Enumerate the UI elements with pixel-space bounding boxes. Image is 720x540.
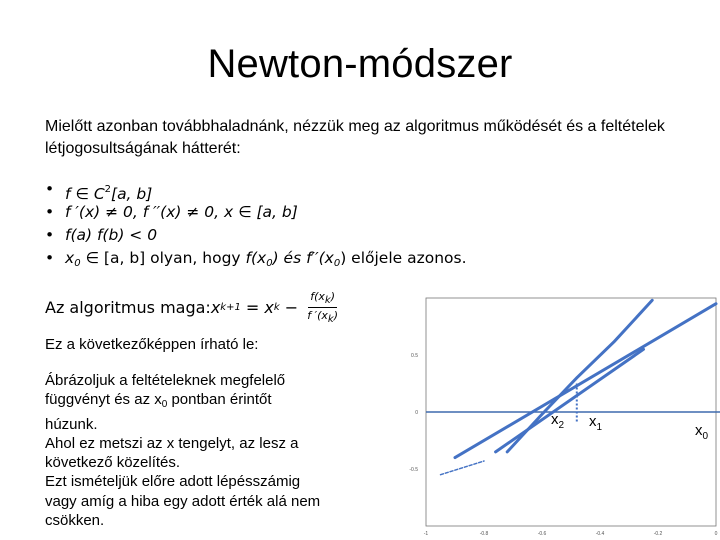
written-caption: Ez a következőképpen írható le:: [45, 336, 259, 353]
slide-title: Newton-módszer: [207, 42, 513, 86]
x0-label: $x_0$: [695, 422, 709, 442]
fraction: $\frac{f(xk)}{f '(xk)}$: [307, 290, 339, 325]
description-text: Ábrázoljuk a feltételeknek megfelelő függvényt és az $x_0$ pontban érintőt húzunk. Ahol ez metszi az x tengelyt, az lesz a következő közelítés. Ezt ismételjük előre adott lépésszámig vagy amíg a hiba egy adott érték alá nem csökken.: [45, 372, 321, 530]
condition-item: • f ∈ $C^2[a$, b]: [45, 178, 515, 201]
y-tick-label: 0: [415, 410, 418, 416]
x2-label: $x_2$: [551, 411, 565, 431]
condition-list: [45, 178, 515, 270]
condition-item: • f ′(x) ≠ 0, f ′′(x) ≠ 0, x ∈ [a, b]: [45, 201, 515, 224]
x-tick-label: 0: [714, 531, 718, 537]
series-line-2: [496, 349, 644, 452]
x1-label: $x_1$: [589, 413, 603, 433]
condition-item: • $x_0$ ∈ [a, b] olyan, hogy $f(x_0)$ és $f''(x_0)$ előjele azonos.: [45, 247, 515, 270]
series-line-3: [441, 461, 485, 475]
series-line-1: [455, 304, 716, 458]
y-tick-label: -0.5: [409, 467, 418, 473]
x-tick-label: -0.8: [479, 531, 489, 537]
y-tick-label: 0.5: [411, 353, 418, 359]
algorithm-formula: Az algoritmus maga: x k+1 = x k − $\frac{f(xk)}{f '(xk)}$: [45, 290, 339, 325]
x-tick-label: -0.6: [537, 531, 547, 537]
x-tick-label: -0.4: [595, 531, 605, 537]
condition-item: • f(a) f(b) < 0: [45, 224, 515, 247]
intro-text: Mielőtt azonban továbbhaladnánk, nézzük meg az algoritmus működését és a feltételek létjogosultságának hátterét:: [45, 118, 665, 157]
x-tick-label: -1: [423, 531, 429, 537]
x-tick-label: -0.2: [653, 531, 663, 537]
